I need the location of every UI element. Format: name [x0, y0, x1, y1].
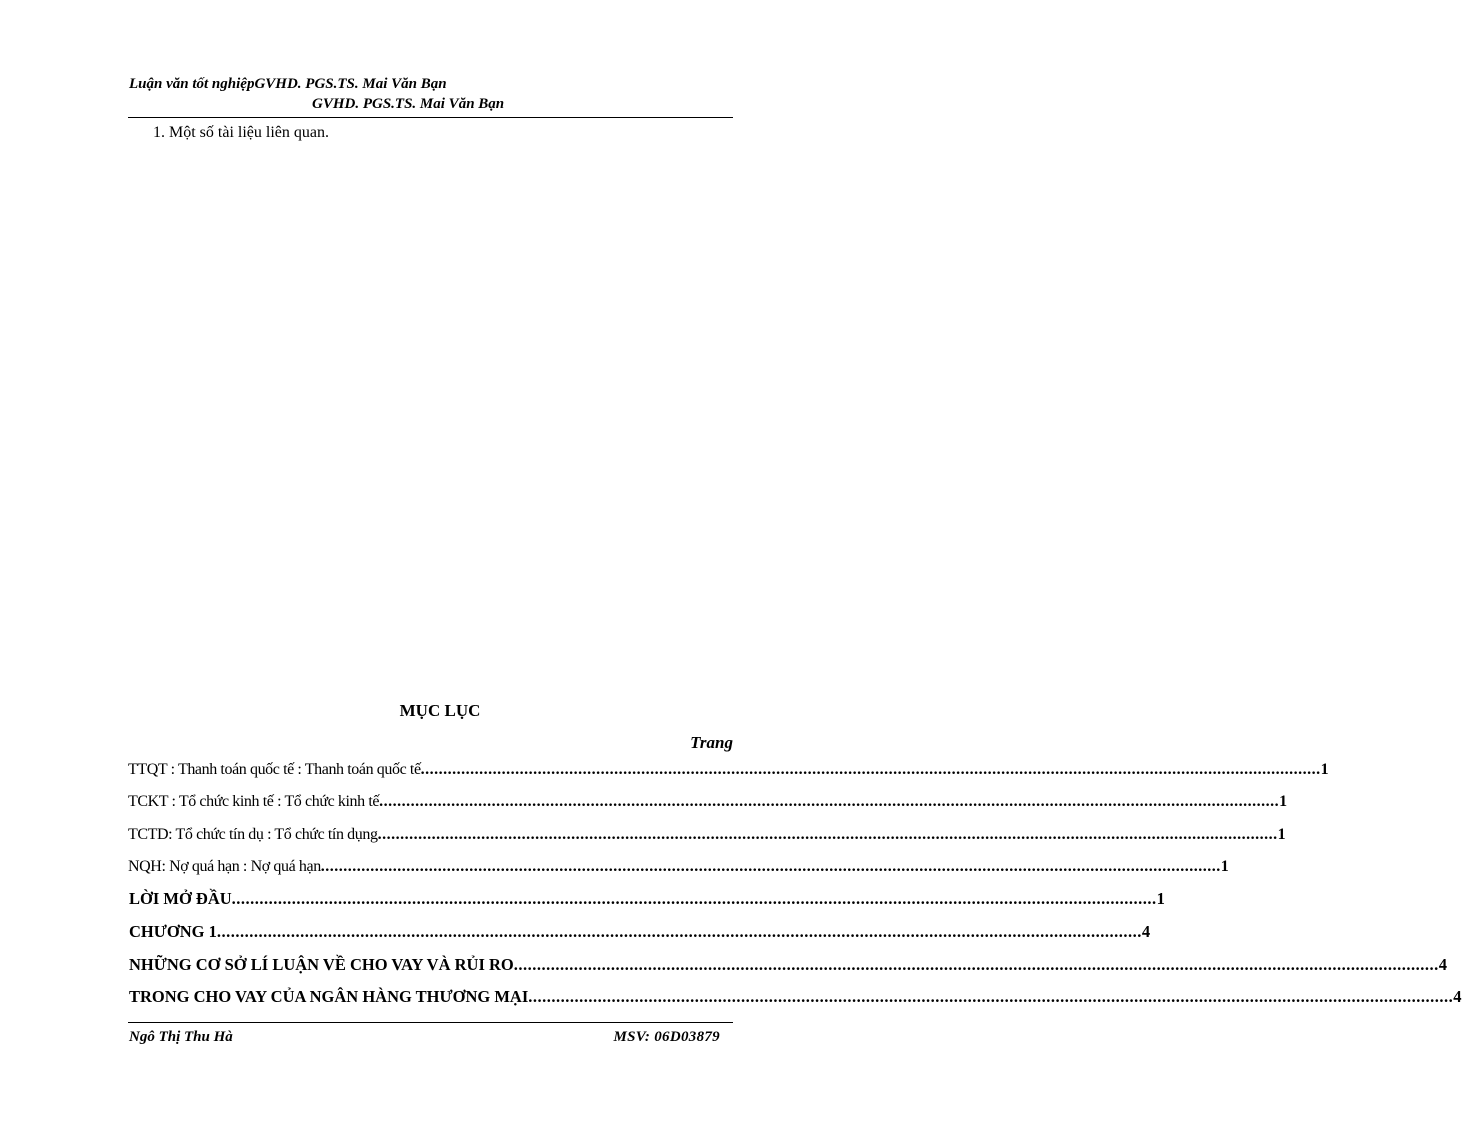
toc-entry-text: CHƯƠNG 1	[129, 922, 217, 941]
toc-leader-dots: ........................................................................................................................................................................................................	[231, 889, 1157, 908]
header-title: Luận văn tốt nghiệpGVHD. PGS.TS. Mai Văn Bạn	[129, 76, 447, 92]
reference-list-item: 1. Một số tài liệu liên quan.	[153, 124, 329, 141]
toc-leader-dots: ........................................................................................................................................................................................................	[320, 858, 1221, 875]
toc-entry[interactable]	[129, 889, 1165, 909]
toc-entry-text: NQH: Nợ quá hạn : Nợ quá hạn	[128, 858, 321, 875]
toc-entry-page: 1	[1277, 826, 1286, 843]
toc-leader-dots: ........................................................................................................................................................................................................	[216, 922, 1142, 941]
toc-entry[interactable]	[129, 922, 1151, 942]
toc-title: MỤC LỤC	[399, 701, 481, 720]
toc-entry-text: TTQT : Thanh toán quốc tế : Thanh toán quốc tế	[128, 761, 421, 778]
toc-page-label: Trang	[690, 733, 733, 752]
toc-entry-text: TRONG CHO VAY CỦA NGÂN HÀNG THƯƠNG MẠI	[129, 987, 529, 1006]
toc-leader-dots: ........................................................................................................................................................................................................	[528, 987, 1454, 1006]
header-supervisor: GVHD. PGS.TS. Mai Văn Bạn	[312, 96, 505, 112]
footer-student-id: MSV: 06D03879	[613, 1029, 720, 1045]
toc-entry[interactable]	[128, 793, 1287, 811]
toc-entry[interactable]	[128, 858, 1229, 876]
toc-entry[interactable]	[128, 826, 1286, 844]
toc-entry-page: 4	[1141, 922, 1151, 941]
toc-entry-text: TCTD: Tổ chức tín dụ : Tổ chức tín dụng	[128, 826, 378, 843]
toc-leader-dots: ........................................................................................................................................................................................................	[420, 761, 1321, 778]
footer-author: Ngô Thị Thu Hà	[129, 1029, 233, 1045]
toc-leader-dots: ........................................................................................................................................................................................................	[513, 955, 1439, 974]
toc-entry[interactable]	[128, 761, 1329, 779]
toc-leader-dots: ........................................................................................................................................................................................................	[379, 793, 1280, 810]
toc-entry-text: TCKT : Tổ chức kinh tế : Tổ chức kinh tế	[128, 793, 380, 810]
toc-entry-page: 1	[1156, 889, 1165, 908]
toc-entry-text: LỜI MỞ ĐẦU	[129, 889, 232, 908]
toc-entry-page: 1	[1220, 858, 1229, 875]
toc-entry-page: 1	[1279, 793, 1287, 810]
header-divider	[128, 117, 733, 118]
footer-divider	[128, 1022, 733, 1023]
toc-entry[interactable]	[129, 955, 1448, 975]
toc-entry-text: NHỮNG CƠ SỞ LÍ LUẬN VỀ CHO VAY VÀ RỦI RO	[129, 955, 514, 974]
toc-entry-page: 4	[1438, 955, 1448, 974]
toc-entry-page: 1	[1320, 761, 1329, 778]
toc-leader-dots: ........................................................................................................................................................................................................	[377, 826, 1278, 843]
toc-entry-page: 4	[1453, 987, 1462, 1006]
toc-entry[interactable]	[129, 987, 1462, 1007]
